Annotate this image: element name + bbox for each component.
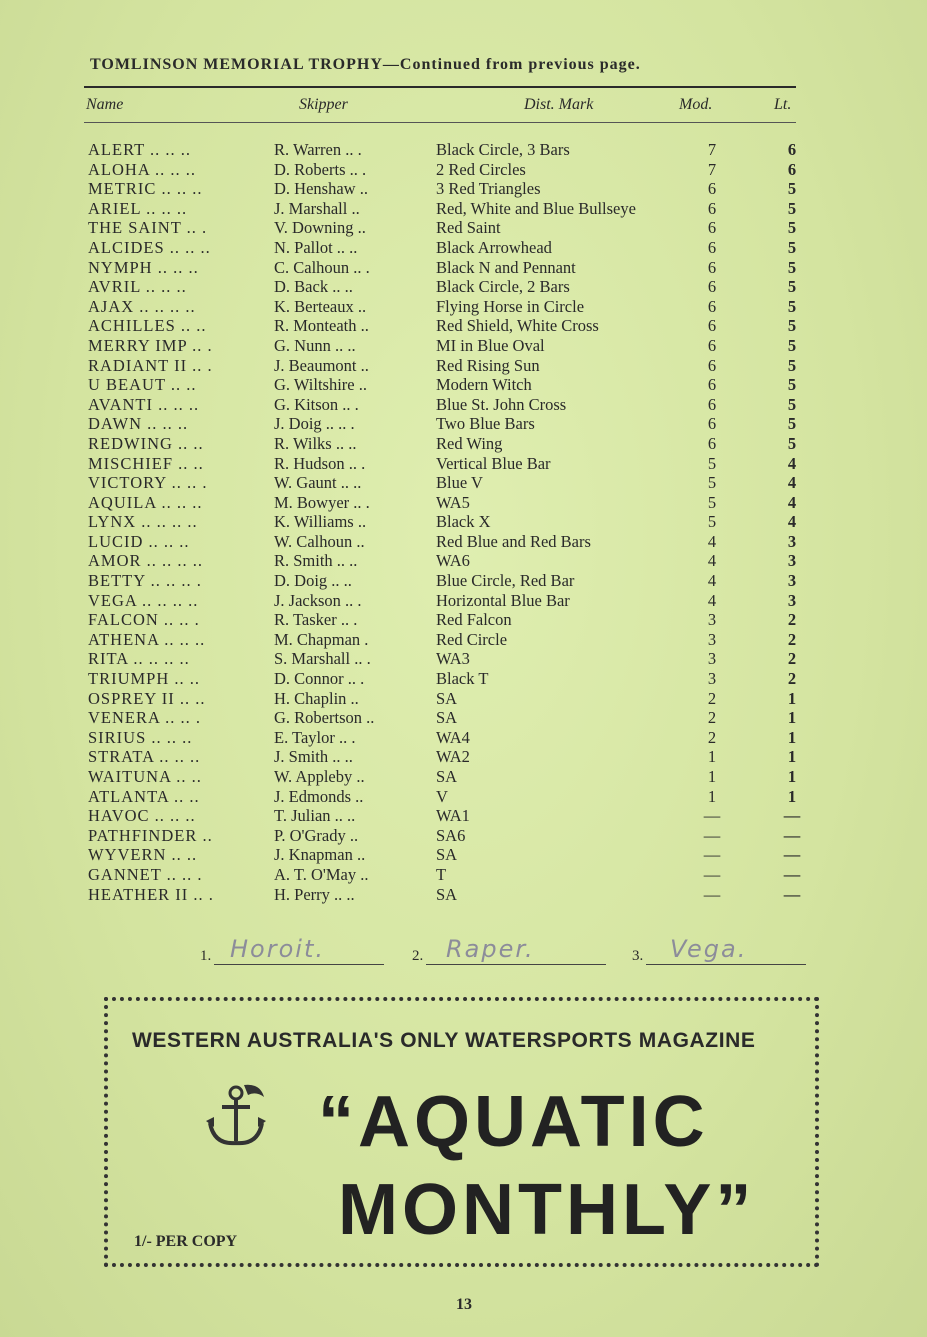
- lt-handicap: 1: [787, 688, 797, 708]
- table-row: [84, 512, 804, 532]
- table-row: [84, 160, 804, 180]
- mod-handicap: 6: [707, 218, 717, 238]
- lt-handicap: 5: [787, 237, 797, 257]
- distinguishing-mark: Blue V: [436, 473, 483, 493]
- skipper-name: A. T. O'May ..: [274, 864, 369, 884]
- table-row: [84, 356, 804, 376]
- mod-handicap: 7: [707, 140, 717, 159]
- table-row: [84, 316, 804, 336]
- distinguishing-mark: V: [436, 786, 448, 806]
- skipper-name: H. Chaplin ..: [274, 688, 359, 708]
- mod-handicap: —: [703, 884, 721, 904]
- skipper-name: J. Edmonds ..: [274, 786, 364, 806]
- ad-price: 1/- PER COPY: [134, 1233, 238, 1250]
- table-row: [84, 591, 804, 611]
- distinguishing-mark: MI in Blue Oval: [436, 335, 545, 355]
- lt-handicap: 5: [787, 433, 797, 453]
- mod-handicap: 6: [707, 198, 717, 218]
- skipper-name: R. Tasker .. .: [274, 610, 358, 630]
- mod-handicap: 6: [707, 277, 717, 297]
- table-row: [84, 806, 804, 826]
- lt-handicap: 1: [787, 708, 797, 728]
- boat-name: OSPREY II .. ..: [88, 688, 206, 708]
- header-skipper: Skipper: [299, 96, 348, 113]
- mod-handicap: 2: [707, 708, 717, 728]
- page-title: TOMLINSON MEMORIAL TROPHY—Continued from previous page.: [90, 56, 641, 73]
- page-number: 13: [456, 1296, 472, 1313]
- mod-handicap: 6: [707, 316, 717, 336]
- distinguishing-mark: SA: [436, 884, 458, 904]
- lt-handicap: 2: [787, 669, 797, 689]
- table-row: [84, 258, 804, 278]
- boat-name: THE SAINT .. .: [88, 218, 208, 238]
- lt-handicap: 3: [787, 551, 797, 571]
- table-row: [84, 885, 804, 905]
- boat-name: AQUILA .. .. ..: [88, 492, 203, 512]
- mod-handicap: 3: [707, 610, 717, 630]
- placing-1-handwritten: Horoit.: [230, 935, 325, 963]
- placing-3-line: [646, 964, 806, 965]
- lt-handicap: 5: [787, 296, 797, 316]
- mod-handicap: 5: [707, 473, 717, 493]
- boat-name: ALCIDES .. .. ..: [88, 237, 211, 257]
- distinguishing-mark: Vertical Blue Bar: [436, 453, 551, 473]
- skipper-name: K. Berteaux ..: [274, 296, 367, 316]
- anchor-emblem-icon: [200, 1079, 272, 1151]
- skipper-name: J. Doig .. .. .: [274, 414, 355, 434]
- skipper-name: D. Roberts .. .: [274, 159, 367, 179]
- boat-name: VENERA .. .. .: [88, 708, 201, 728]
- placing-3-number: 3.: [632, 948, 644, 964]
- title-rule: [84, 86, 796, 88]
- mod-handicap: 3: [707, 649, 717, 669]
- placings-line: [200, 935, 810, 969]
- mod-handicap: —: [703, 864, 721, 884]
- lt-handicap: 6: [787, 140, 797, 159]
- boat-name: VEGA .. .. .. ..: [88, 590, 199, 610]
- distinguishing-mark: Blue Circle, Red Bar: [436, 571, 575, 591]
- lt-handicap: —: [783, 845, 801, 865]
- boat-name: SIRIUS .. .. ..: [88, 727, 193, 747]
- boat-name: HAVOC .. .. ..: [88, 806, 196, 826]
- distinguishing-mark: Modern Witch: [436, 375, 532, 395]
- distinguishing-mark: Red Falcon: [436, 610, 512, 630]
- distinguishing-mark: 2 Red Circles: [436, 159, 526, 179]
- distinguishing-mark: WA1: [436, 806, 470, 826]
- boat-name: ALERT .. .. ..: [88, 140, 191, 159]
- boat-name: STRATA .. .. ..: [88, 747, 201, 767]
- table-row: [84, 532, 804, 552]
- skipper-name: J. Marshall ..: [274, 198, 360, 218]
- boat-name: RADIANT II .. .: [88, 355, 213, 375]
- table-row: [84, 140, 804, 160]
- skipper-name: G. Kitson .. .: [274, 394, 359, 414]
- skipper-name: W. Appleby ..: [274, 767, 365, 786]
- distinguishing-mark: WA4: [436, 727, 470, 747]
- skipper-name: W. Calhoun ..: [274, 531, 365, 551]
- skipper-name: N. Pallot .. ..: [274, 237, 358, 257]
- table-row: [84, 395, 804, 415]
- mod-handicap: 5: [707, 492, 717, 512]
- mod-handicap: 2: [707, 727, 717, 747]
- distinguishing-mark: Red Blue and Red Bars: [436, 531, 591, 551]
- mod-handicap: 6: [707, 179, 717, 199]
- boat-name: NYMPH .. .. ..: [88, 257, 199, 277]
- boat-name: TRIUMPH .. ..: [88, 669, 201, 689]
- mod-handicap: 6: [707, 296, 717, 316]
- table-row: [84, 179, 804, 199]
- table-row: [84, 218, 804, 238]
- lt-handicap: 3: [787, 590, 797, 610]
- table-row: [84, 336, 804, 356]
- boat-name: WAITUNA .. ..: [88, 767, 202, 786]
- mod-handicap: 1: [707, 747, 717, 767]
- boat-name: AVANTI .. .. ..: [88, 394, 200, 414]
- header-rule: [84, 122, 796, 123]
- boat-name: BETTY .. .. .. .: [88, 571, 202, 591]
- lt-handicap: 1: [787, 767, 797, 786]
- lt-handicap: 1: [787, 727, 797, 747]
- lt-handicap: 4: [787, 473, 797, 493]
- placing-1-number: 1.: [200, 948, 212, 964]
- table-row: [84, 277, 804, 297]
- mod-handicap: 6: [707, 414, 717, 434]
- mod-handicap: 6: [707, 394, 717, 414]
- header-name: Name: [86, 96, 124, 113]
- skipper-name: T. Julian .. ..: [274, 806, 356, 826]
- skipper-name: D. Doig .. ..: [274, 571, 352, 591]
- skipper-name: G. Nunn .. ..: [274, 335, 356, 355]
- boat-name: LUCID .. .. ..: [88, 531, 190, 551]
- table-row: [84, 375, 804, 395]
- lt-handicap: 1: [787, 747, 797, 767]
- mod-handicap: 6: [707, 237, 717, 257]
- mod-handicap: 6: [707, 257, 717, 277]
- skipper-name: M. Bowyer .. .: [274, 492, 370, 512]
- distinguishing-mark: SA6: [436, 825, 466, 845]
- boat-name: REDWING .. ..: [88, 433, 204, 453]
- mod-handicap: 5: [707, 512, 717, 532]
- mod-handicap: 3: [707, 669, 717, 689]
- mod-handicap: 4: [707, 551, 717, 571]
- boat-name: RITA .. .. .. ..: [88, 649, 190, 669]
- distinguishing-mark: SA: [436, 708, 458, 728]
- mod-handicap: 3: [707, 629, 717, 649]
- placing-3-handwritten: Vega.: [670, 935, 748, 963]
- table-row: [84, 787, 804, 807]
- lt-handicap: 4: [787, 453, 797, 473]
- mod-handicap: 4: [707, 531, 717, 551]
- table-row: [84, 767, 804, 787]
- mod-handicap: 6: [707, 375, 717, 395]
- distinguishing-mark: Red Rising Sun: [436, 355, 540, 375]
- distinguishing-mark: SA: [436, 767, 458, 786]
- lt-handicap: 1: [787, 786, 797, 806]
- lt-handicap: 5: [787, 375, 797, 395]
- ad-headline: WESTERN AUSTRALIA'S ONLY WATERSPORTS MAGAZINE: [132, 1029, 756, 1052]
- lt-handicap: —: [783, 864, 801, 884]
- distinguishing-mark: Two Blue Bars: [436, 414, 535, 434]
- distinguishing-mark: Red Wing: [436, 433, 503, 453]
- mod-handicap: —: [703, 806, 721, 826]
- table-row: [84, 747, 804, 767]
- mod-handicap: 1: [707, 767, 717, 786]
- table-row: [84, 434, 804, 454]
- boat-name: FALCON .. .. .: [88, 610, 200, 630]
- lt-handicap: 5: [787, 394, 797, 414]
- distinguishing-mark: Black T: [436, 669, 489, 689]
- lt-handicap: 5: [787, 414, 797, 434]
- placing-1-line: [214, 964, 384, 965]
- skipper-name: H. Perry .. ..: [274, 884, 355, 904]
- skipper-name: D. Henshaw ..: [274, 179, 368, 199]
- table-row: [84, 669, 804, 689]
- mod-handicap: 6: [707, 433, 717, 453]
- distinguishing-mark: Red, White and Blue Bullseye: [436, 198, 636, 218]
- lt-handicap: 2: [787, 610, 797, 630]
- lt-handicap: 5: [787, 335, 797, 355]
- distinguishing-mark: T: [436, 864, 447, 884]
- lt-handicap: 5: [787, 218, 797, 238]
- table-header: [84, 96, 796, 120]
- ad-title-aquatic: “AQUATIC: [318, 1082, 709, 1162]
- skipper-name: S. Marshall .. .: [274, 649, 371, 669]
- skipper-name: R. Wilks .. ..: [274, 433, 357, 453]
- distinguishing-mark: WA5: [436, 492, 470, 512]
- table-row: [84, 826, 804, 846]
- distinguishing-mark: 3 Red Triangles: [436, 179, 541, 199]
- lt-handicap: 6: [787, 159, 797, 179]
- table-row: [84, 199, 804, 219]
- skipper-name: M. Chapman .: [274, 629, 369, 649]
- boat-name: AVRIL .. .. ..: [88, 277, 187, 297]
- skipper-name: J. Beaumont ..: [274, 355, 369, 375]
- distinguishing-mark: Horizontal Blue Bar: [436, 590, 570, 610]
- distinguishing-mark: SA: [436, 688, 458, 708]
- boat-name: VICTORY .. .. .: [88, 473, 208, 493]
- skipper-name: R. Warren .. .: [274, 140, 362, 159]
- skipper-name: V. Downing ..: [274, 218, 366, 238]
- boat-name: DAWN .. .. ..: [88, 414, 189, 434]
- skipper-name: P. O'Grady ..: [274, 825, 359, 845]
- distinguishing-mark: WA3: [436, 649, 470, 669]
- mod-handicap: 4: [707, 571, 717, 591]
- boat-name: WYVERN .. ..: [88, 845, 198, 865]
- table-row: [84, 630, 804, 650]
- mod-handicap: —: [703, 845, 721, 865]
- boat-name: PATHFINDER ..: [88, 825, 213, 845]
- lt-handicap: 5: [787, 198, 797, 218]
- lt-handicap: —: [783, 884, 801, 904]
- entries-table: [84, 140, 804, 904]
- skipper-name: R. Monteath ..: [274, 316, 369, 336]
- skipper-name: W. Gaunt .. ..: [274, 473, 362, 493]
- mod-handicap: 2: [707, 688, 717, 708]
- header-mod: Mod.: [679, 96, 713, 113]
- table-row: [84, 649, 804, 669]
- lt-handicap: 3: [787, 571, 797, 591]
- lt-handicap: 5: [787, 316, 797, 336]
- mod-handicap: 6: [707, 335, 717, 355]
- mod-handicap: 7: [707, 159, 717, 179]
- lt-handicap: 2: [787, 649, 797, 669]
- lt-handicap: 2: [787, 629, 797, 649]
- table-row: [84, 297, 804, 317]
- skipper-name: J. Jackson .. .: [274, 590, 362, 610]
- boat-name: AJAX .. .. .. ..: [88, 296, 196, 316]
- skipper-name: K. Williams ..: [274, 512, 367, 532]
- skipper-name: J. Knapman ..: [274, 845, 366, 865]
- distinguishing-mark: Blue St. John Cross: [436, 394, 567, 414]
- lt-handicap: 4: [787, 492, 797, 512]
- distinguishing-mark: WA2: [436, 747, 470, 767]
- boat-name: ACHILLES .. ..: [88, 316, 207, 336]
- lt-handicap: 4: [787, 512, 797, 532]
- boat-name: ATHENA .. .. ..: [88, 629, 206, 649]
- distinguishing-mark: Flying Horse in Circle: [436, 296, 585, 316]
- mod-handicap: 4: [707, 590, 717, 610]
- boat-name: MISCHIEF .. ..: [88, 453, 204, 473]
- boat-name: METRIC .. .. ..: [88, 179, 203, 199]
- skipper-name: D. Back .. ..: [274, 277, 353, 297]
- boat-name: AMOR .. .. .. ..: [88, 551, 204, 571]
- distinguishing-mark: Black Circle, 2 Bars: [436, 277, 570, 297]
- boat-name: GANNET .. .. .: [88, 864, 203, 884]
- distinguishing-mark: WA6: [436, 551, 470, 571]
- placing-2-number: 2.: [412, 948, 424, 964]
- table-row: [84, 728, 804, 748]
- placing-2-line: [426, 964, 606, 965]
- magazine-advertisement: [104, 997, 819, 1267]
- distinguishing-mark: Red Saint: [436, 218, 501, 238]
- lt-handicap: 5: [787, 257, 797, 277]
- mod-handicap: —: [703, 825, 721, 845]
- skipper-name: G. Robertson ..: [274, 708, 375, 728]
- boat-name: MERRY IMP .. .: [88, 335, 213, 355]
- table-row: [84, 708, 804, 728]
- mod-handicap: 6: [707, 355, 717, 375]
- boat-name: U BEAUT .. ..: [88, 375, 197, 395]
- lt-handicap: 5: [787, 277, 797, 297]
- lt-handicap: 5: [787, 355, 797, 375]
- distinguishing-mark: Red Circle: [436, 629, 508, 649]
- table-row: [84, 414, 804, 434]
- distinguishing-mark: Red Shield, White Cross: [436, 316, 599, 336]
- distinguishing-mark: Black N and Pennant: [436, 257, 576, 277]
- mod-handicap: 1: [707, 786, 717, 806]
- skipper-name: R. Hudson .. .: [274, 453, 366, 473]
- lt-handicap: —: [783, 806, 801, 826]
- table-row: [84, 610, 804, 630]
- distinguishing-mark: Black X: [436, 512, 491, 532]
- table-row: [84, 845, 804, 865]
- distinguishing-mark: Black Arrowhead: [436, 237, 552, 257]
- header-dist-mark: Dist. Mark: [524, 96, 594, 113]
- header-lt: Lt.: [774, 96, 792, 113]
- ad-title-monthly: MONTHLY”: [338, 1170, 756, 1250]
- skipper-name: R. Smith .. ..: [274, 551, 358, 571]
- skipper-name: J. Smith .. ..: [274, 747, 353, 767]
- distinguishing-mark: Black Circle, 3 Bars: [436, 140, 570, 159]
- distinguishing-mark: SA: [436, 845, 458, 865]
- lt-handicap: —: [783, 825, 801, 845]
- skipper-name: C. Calhoun .. .: [274, 257, 370, 277]
- placing-2-handwritten: Raper.: [446, 935, 535, 963]
- boat-name: LYNX .. .. .. ..: [88, 512, 198, 532]
- boat-name: ATLANTA .. ..: [88, 786, 200, 806]
- table-row: [84, 473, 804, 493]
- table-row: [84, 493, 804, 513]
- skipper-name: D. Connor .. .: [274, 669, 365, 689]
- table-row: [84, 238, 804, 258]
- boat-name: ARIEL .. .. ..: [88, 198, 188, 218]
- skipper-name: E. Taylor .. .: [274, 727, 356, 747]
- boat-name: ALOHA .. .. ..: [88, 159, 196, 179]
- table-row: [84, 551, 804, 571]
- mod-handicap: 5: [707, 453, 717, 473]
- lt-handicap: 3: [787, 531, 797, 551]
- table-row: [84, 571, 804, 591]
- skipper-name: G. Wiltshire ..: [274, 375, 367, 395]
- table-row: [84, 454, 804, 474]
- boat-name: HEATHER II .. .: [88, 884, 214, 904]
- table-row: [84, 689, 804, 709]
- lt-handicap: 5: [787, 179, 797, 199]
- table-row: [84, 865, 804, 885]
